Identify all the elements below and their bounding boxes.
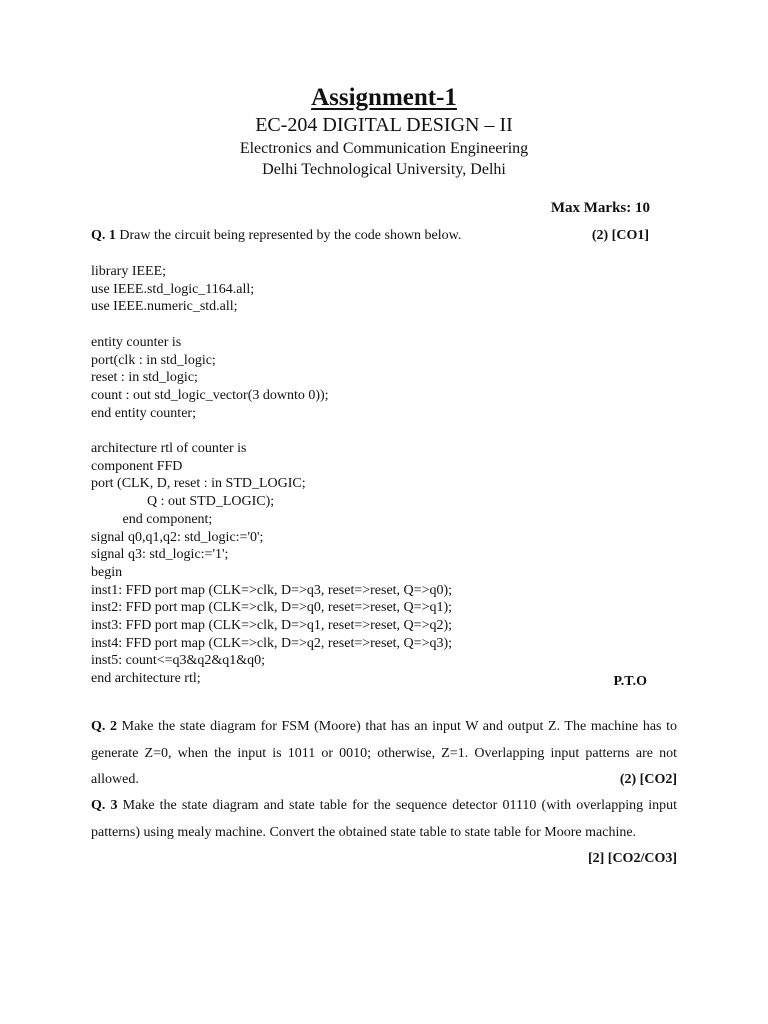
question-2 bbox=[91, 714, 677, 794]
question-3 bbox=[91, 793, 677, 873]
question-3-marks: [2] [CO2/CO3] bbox=[587, 851, 677, 866]
max-marks: Max Marks: 10 bbox=[550, 200, 650, 216]
question-2-text: Make the state diagram for FSM (Moore) that has an input W and output Z. The machine has to generate Z=0, when the input is 1011 or 0010; otherwise, Z=1. Overlapping input patterns are not allowed. bbox=[91, 719, 678, 787]
question-2-number: Q. 2 bbox=[91, 719, 118, 734]
question-1-marks: (2) [CO1] bbox=[591, 228, 649, 243]
vhdl-code-block: library IEEE; use IEEE.std_logic_1164.all; use IEEE.numeric_std.all; entity counter is port(clk : in std_logic; reset : in std_logic; count : out std_logic_vector(3 downto 0)); end entity counter; architecture rtl of counter is component FFD port (CLK, D, reset : in STD_LOGIC; Q : out STD_LOGIC); end component; signal q0,q1,q2: std_logic:='0'; signal q3: std_logic:='1'; begin inst1: FFD port map (CLK=>clk, D=>q3, reset=>reset, Q=>q0); inst2: FFD port map (CLK=>clk, D=>q0, reset=>reset, Q=>q1); inst3: FFD port map (CLK=>clk, D=>q1, reset=>reset, Q=>q2); inst4: FFD port map (CLK=>clk, D=>q2, reset=>reset, Q=>q3); inst5: count<=q3&q2&q1&q0; end architecture rtl; bbox=[91, 264, 453, 687]
question-3-text: Make the state diagram and state table for the sequence detector 01110 (with overlapping input patterns) using mealy machine. Convert the obtained state table to state table for Moore machine. bbox=[91, 798, 678, 840]
question-2-marks: (2) [CO2] bbox=[619, 772, 677, 787]
assignment-title: Assignment-1 bbox=[311, 84, 457, 111]
please-turn-over: P.T.O bbox=[613, 674, 647, 689]
question-3-number: Q. 3 bbox=[91, 798, 118, 813]
question-1-prompt bbox=[91, 228, 461, 244]
question-1-text: Draw the circuit being represented by the code shown below. bbox=[115, 228, 462, 243]
university-name: Delhi Technological University, Delhi bbox=[262, 161, 506, 178]
department-name: Electronics and Communication Engineering bbox=[239, 140, 529, 157]
course-title: EC-204 DIGITAL DESIGN – II bbox=[255, 114, 513, 136]
question-1-number: Q. 1 bbox=[91, 228, 116, 243]
